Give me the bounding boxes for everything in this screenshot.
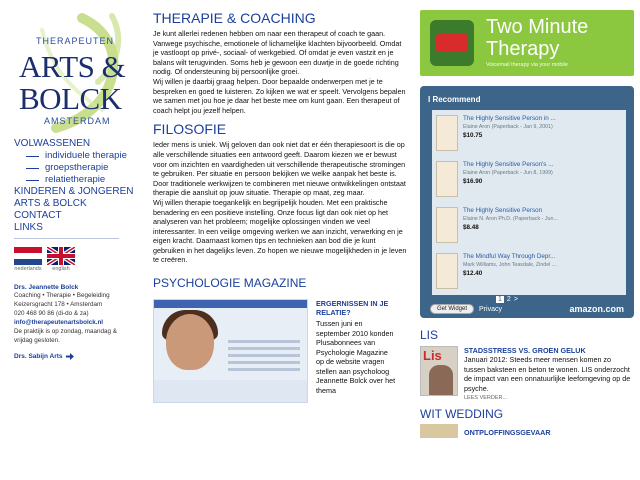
contact-name2: Drs. Sabijn Arts (14, 353, 63, 360)
wedding-article (420, 424, 634, 438)
contact-name[interactable]: Drs. Jeannette Bolck (14, 284, 79, 291)
widget-pagination (496, 296, 518, 303)
magazine-thumbnail[interactable] (153, 299, 308, 403)
nav-kinderen[interactable]: KINDEREN & JONGEREN (14, 186, 134, 197)
lang-en-label: english (52, 266, 70, 272)
get-widget-button[interactable]: Get Widget (430, 304, 474, 314)
book-item[interactable] (432, 248, 626, 294)
paragraph-help: Wij willen je daarbij graag helpen. Door bepaalde onderwerpen met je te bespreken en goed te luisteren. Zo kijken we wat er speelt. Vervolgens bepalen we samen met jou hoe je daar het beste mee om kunt gaan. Een therapeut of coach helpt jou jezelf helpen. (153, 76, 406, 115)
arrow-right-icon (66, 353, 74, 360)
paragraph-intro: Je kunt allerlei redenen hebben om naar een therapeut of coach te gaan. Vanwege psychische, emotionele of lichamelijke klachten bijvoorbeeld. Omdat je vastloopt op privé-, sociaal- of werkgebied. Of omdat je even vastzit en je balans wilt terugvinden. Soms heb je gewoon een duwtje in de goede richting nodig. Of ondersteuning bij persoonlijke groei. (153, 29, 402, 77)
nav-sub-relatie[interactable] (14, 174, 134, 186)
banner-subtitle: Voicemail therapy via your mobile (486, 62, 568, 68)
paragraph-filosofie-1: Ieder mens is uniek. Wij geloven dan ook niet dat er één therapiesoort is die op alle verschillende situaties een antwoord geeft. Daarom kiezen we er bewust voor om inzichten en vaardigheden uit verschillende therapeutische stromingen te gebruiken. Per situatie en persoon bekijken we welke aanpak het beste is. Door traditionele werkwijzen te combineren met nieuwe ontwikkelingen ontstaat therapie die aansluit op jouw situatie. Therapie op maat, zeg maar. (153, 140, 406, 198)
lees-verder-link[interactable]: LEES VERDER... (464, 395, 508, 401)
two-minute-therapy-banner[interactable] (420, 10, 634, 76)
dash-icon (26, 180, 39, 181)
heading-wit-wedding: WIT WEDDING (420, 407, 504, 421)
main-content (153, 10, 408, 403)
page-1[interactable]: 1 (498, 296, 502, 303)
nav-arts-bolck[interactable]: ARTS & BOLCK (14, 198, 87, 209)
uk-flag-icon (47, 247, 75, 265)
privacy-link[interactable]: Privacy (479, 305, 502, 313)
book-price: $16.90 (463, 178, 483, 185)
logo-top-text: THERAPEUTEN (36, 36, 115, 46)
book-author: Elaine N. Aron Ph.D. (Paperback - Jun... (463, 216, 558, 222)
banner-title: Two Minute Therapy (486, 16, 589, 60)
lis-cover-logo: Lis (423, 348, 442, 363)
contact-block (14, 284, 134, 360)
contact-name2-link[interactable] (14, 353, 134, 360)
dash-icon (26, 156, 39, 157)
wedding-image[interactable] (420, 424, 458, 438)
magazine-description: Tussen juni en september 2010 konden Plusabonnees van Psychologie Magazine op de website vragen stellen aan psycholoog Jeannette Bolck over het thema (316, 319, 396, 395)
book-author: Elaine Aron (Paperback - Jan 9, 2001) (463, 124, 553, 130)
contact-address: Keizersgracht 178 • Amsterdam (14, 301, 103, 308)
language-switch (14, 247, 134, 272)
heading-filosofie: FILOSOFIE (153, 121, 227, 138)
nav-volwassenen[interactable]: VOLWASSENEN (14, 138, 91, 149)
book-price: $12.40 (463, 270, 483, 277)
logo-line2: BOLCK (19, 81, 122, 116)
book-title: The Highly Sensitive Person's ... (463, 161, 554, 168)
heading-lis: LIS (420, 328, 439, 342)
nav-links[interactable]: LINKS (14, 222, 43, 233)
book-author: Elaine Aron (Paperback - Jun 8, 1999) (463, 170, 553, 176)
lang-nl-label: nederlands (14, 266, 42, 272)
nav-sub-individuele[interactable] (14, 150, 134, 162)
lis-cover-image[interactable] (420, 346, 458, 396)
nav-sub-groep[interactable] (14, 162, 134, 174)
widget-list (432, 110, 626, 295)
book-price: $10.75 (463, 132, 483, 139)
nav-divider (14, 238, 119, 239)
lang-nl[interactable] (14, 247, 42, 272)
heading-psychologie-magazine: PSYCHOLOGIE MAGAZINE (153, 276, 307, 291)
magazine-text (316, 299, 396, 403)
right-sidebar (420, 10, 634, 438)
wedding-article-title[interactable]: ONTPLOFFINGSGEVAAR (464, 428, 551, 437)
book-title: The Highly Sensitive Person (463, 207, 543, 214)
left-column (14, 10, 134, 360)
paragraph-filosofie-2: Wij willen therapie toegankelijk en begrijpelijk houden. Met een praktische benadering en een positieve instelling. Onze focus ligt dan ook niet op het analyseren van het probleem; mogelijke oplossingen vinden we veel interessanter. In een veilige omgeving werken we aan inzicht, verwerking en je eigen kracht. Daarnaast komen tips en technieken aan bod die je kunt gebruiken in het dagelijks leven. Zo hopen we nieuwe mogelijkheden in je leven te creëren. (153, 197, 407, 265)
book-title: The Mindful Way Through Depr... (463, 253, 556, 260)
book-cover-icon (436, 253, 458, 289)
lis-article-text: Januari 2012: Steeds meer mensen komen zo tussen baksteen en beton te wonen. LIS onderzocht de impact van een onnatuurlijke leefomgeving op de psyche. (464, 355, 631, 393)
book-item[interactable] (432, 110, 626, 156)
dash-icon (26, 168, 39, 169)
amazon-logo[interactable]: amazon.com (569, 304, 624, 314)
lang-en[interactable] (47, 247, 75, 272)
page-2[interactable]: 2 (506, 296, 511, 303)
book-cover-icon (436, 207, 458, 243)
widget-header: I Recommend (428, 95, 481, 104)
lis-article (420, 346, 634, 401)
contact-phone: 020 468 90 86 (di-do & za) (14, 310, 89, 317)
magazine-feature (153, 299, 408, 403)
nav-sub-label: groepstherapie (45, 162, 109, 173)
book-author: Mark Williams, John Teasdale, Zindel ... (463, 262, 557, 268)
book-title: The Highly Sensitive Person in ... (463, 115, 556, 122)
nav-contact[interactable]: CONTACT (14, 210, 62, 221)
book-item[interactable] (432, 202, 626, 248)
book-item[interactable] (432, 156, 626, 202)
contact-hours: De praktijk is op zondag, maandag & vrijdag gesloten. (14, 328, 117, 344)
dutch-flag-icon (14, 247, 42, 265)
book-price: $8.48 (463, 224, 479, 231)
magazine-title-link[interactable]: ERGERNISSEN IN JE RELATIE? (316, 299, 389, 318)
nav-sub-label: relatietherapie (45, 174, 106, 185)
heading-therapie: THERAPIE & COACHING (153, 10, 316, 26)
logo-line1: ARTS & (19, 49, 126, 84)
next-page-icon[interactable]: > (513, 296, 518, 303)
book-cover-icon (436, 161, 458, 197)
nav-sub-label: individuele therapie (45, 150, 127, 161)
couch-icon (430, 20, 474, 66)
logo-bottom-text: AMSTERDAM (44, 116, 111, 126)
contact-services: Coaching • Therapie • Begeleiding (14, 292, 110, 299)
logo[interactable] (14, 10, 134, 134)
lis-article-title[interactable]: STADSSTRESS VS. GROEN GELUK (464, 346, 586, 355)
amazon-recommend-widget (420, 86, 634, 318)
main-nav (14, 138, 134, 239)
contact-email-link[interactable]: info@therapeutenartsbolck.nl (14, 319, 104, 326)
book-cover-icon (436, 115, 458, 151)
widget-footer (430, 304, 624, 314)
